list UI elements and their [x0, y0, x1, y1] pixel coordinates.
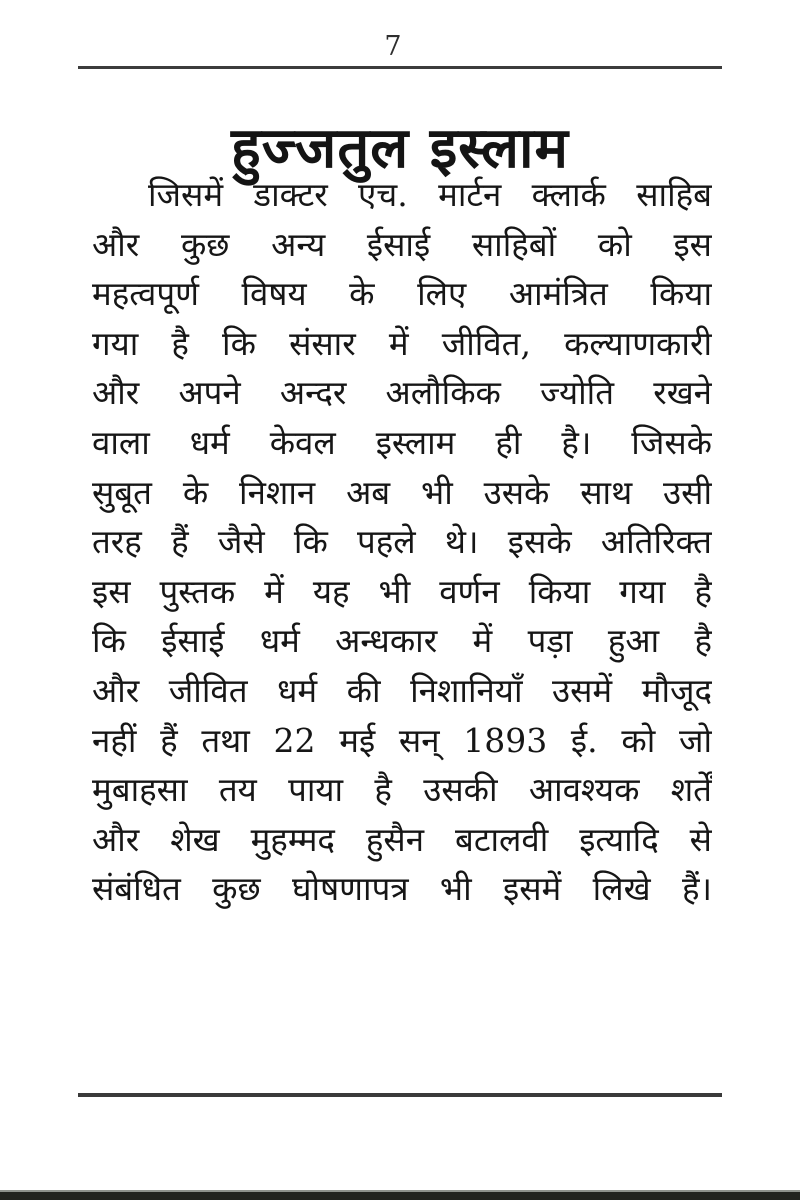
body-line: महत्वपूर्ण विषय के लिए आमंत्रित किया — [92, 274, 712, 314]
body-line: और जीवित धर्म की निशानियाँ उसमें मौजूद — [92, 670, 712, 710]
body-line: वाला धर्म केवल इस्लाम ही है। जिसके — [92, 422, 712, 462]
body-line: गया है कि संसार में जीवित, कल्याणकारी — [92, 323, 712, 363]
body-line: कि ईसाई धर्म अन्धकार में पड़ा हुआ है — [92, 621, 712, 661]
body-line: इस पुस्तक में यह भी वर्णन किया गया है — [92, 571, 712, 611]
page-number: 7 — [384, 31, 402, 62]
body-paragraph — [92, 170, 712, 914]
body-line: मुबाहसा तय पाया है उसकी आवश्यक शर्तें — [92, 770, 712, 810]
body-line: सुबूत के निशान अब भी उसके साथ उसी — [92, 472, 712, 512]
body-line: और कुछ अन्य ईसाई साहिबों को इस — [92, 224, 712, 264]
page-title: हुज्जतुल इस्लाम — [231, 114, 569, 181]
body-line: और अपने अन्दर अलौकिक ज्योति रखने — [92, 373, 712, 413]
body-line: और शेख मुहम्मद हुसैन बटालवी इत्यादि से — [92, 819, 712, 859]
footer-rule — [78, 1093, 722, 1097]
body-line: नहीं हैं तथा 22 मई सन् 1893 ई. को जो — [92, 720, 712, 760]
body-line: तरह हैं जैसे कि पहले थे। इसके अतिरिक्त — [92, 522, 712, 562]
body-line: जिसमें डाक्टर एच. मार्टन क्लार्क साहिब — [148, 175, 712, 214]
body-line: संबंधित कुछ घोषणापत्र भी इसमें लिखे हैं। — [92, 869, 712, 909]
scan-edge-strip — [0, 1190, 800, 1200]
header-rule — [78, 66, 722, 69]
